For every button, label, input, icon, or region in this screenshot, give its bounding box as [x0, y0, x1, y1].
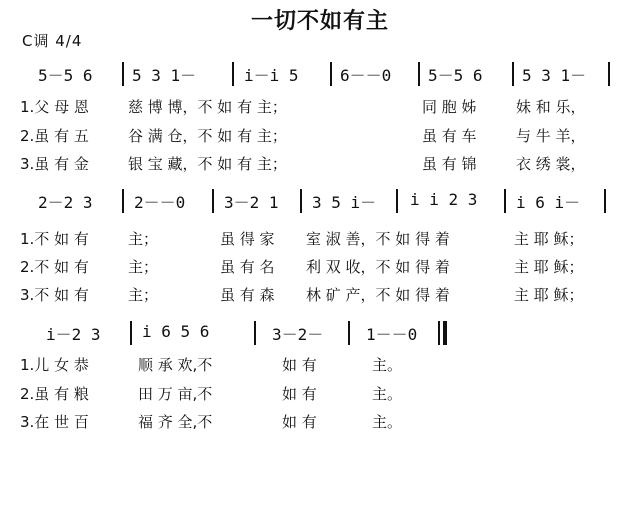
lyric-phrase: 2.虽 有 粮	[20, 385, 89, 403]
lyric-phrase: 3.虽 有 金	[20, 155, 89, 173]
lyric-line	[20, 228, 630, 250]
lyric-phrase: 利 双 收，不 如 得 着	[306, 258, 450, 276]
bar-line	[608, 62, 610, 86]
lyric-phrase: 妹 和 乐，	[516, 98, 586, 116]
notation-row-3	[0, 322, 640, 346]
lyric-phrase: 与 牛 羊，	[516, 127, 586, 145]
bar-line	[130, 321, 132, 345]
measure: 1－－0	[366, 325, 418, 344]
lyric-phrase: 虽 有 车	[422, 127, 477, 145]
lyric-line	[20, 383, 630, 405]
lyric-line	[20, 125, 630, 147]
lyric-phrase: 虽 得 家	[220, 230, 275, 248]
measure: 2－2 3	[38, 193, 93, 212]
lyric-phrase: 谷 满 仓，不 如 有 主；	[128, 127, 287, 145]
lyric-line	[20, 256, 630, 278]
lyric-phrase: 1.不 如 有	[20, 230, 89, 248]
bar-line	[604, 189, 606, 213]
lyric-phrase: 主；	[128, 230, 159, 248]
lyric-phrase: 银 宝 藏，不 如 有 主；	[128, 155, 287, 173]
measure: 6－－0	[340, 66, 392, 85]
notation-row-1	[0, 63, 640, 87]
lyric-phrase: 1.儿 女 恭	[20, 356, 89, 374]
bar-line	[418, 62, 420, 86]
measure: i 6 5 6	[142, 322, 210, 341]
measure: 5－5 6	[38, 66, 93, 85]
measure: i－2 3	[46, 325, 101, 344]
lyric-phrase: 主。	[372, 356, 403, 374]
bar-line	[122, 62, 124, 86]
lyric-phrase: 主 耶 稣；	[514, 286, 584, 304]
measure: i 6 i－	[516, 193, 581, 212]
lyric-phrase: 室 淑 善，不 如 得 着	[306, 230, 450, 248]
bar-line	[122, 189, 124, 213]
lyric-phrase: 3.在 世 百	[20, 413, 89, 431]
bar-line	[254, 321, 256, 345]
measure: 5－5 6	[428, 66, 483, 85]
lyric-phrase: 田 万 亩,不	[138, 385, 213, 403]
measure: i－i 5	[244, 66, 299, 85]
lyric-line	[20, 354, 630, 376]
bar-line	[504, 189, 506, 213]
lyric-phrase: 3.不 如 有	[20, 286, 89, 304]
lyric-phrase: 2.虽 有 五	[20, 127, 89, 145]
bar-line	[232, 62, 234, 86]
lyric-phrase: 主。	[372, 385, 403, 403]
lyric-phrase: 主；	[128, 286, 159, 304]
lyric-phrase: 如 有	[282, 356, 317, 374]
measure: i i 2 3	[410, 190, 478, 209]
final-bar-thin	[438, 321, 440, 345]
measure: 3 5 i－	[312, 193, 377, 212]
lyric-phrase: 如 有	[282, 385, 317, 403]
lyric-phrase: 主 耶 稣；	[514, 258, 584, 276]
bar-line	[330, 62, 332, 86]
lyric-phrase: 衣 绣 裳，	[516, 155, 586, 173]
measure: 5 3 1－	[132, 66, 197, 85]
measure: 3－2 1	[224, 193, 279, 212]
lyric-phrase: 主；	[128, 258, 159, 276]
lyric-phrase: 1.父 母 恩	[20, 98, 89, 116]
lyric-line	[20, 284, 630, 306]
key-signature: C调 4/4	[22, 32, 83, 50]
lyric-phrase: 福 齐 全,不	[138, 413, 213, 431]
lyric-phrase: 2.不 如 有	[20, 258, 89, 276]
lyric-line	[20, 411, 630, 433]
lyric-phrase: 慈 博 博，不 如 有 主；	[128, 98, 287, 116]
measure: 5 3 1－	[522, 66, 587, 85]
lyric-line	[20, 153, 630, 175]
notation-row-2	[0, 190, 640, 214]
bar-line	[348, 321, 350, 345]
bar-line	[396, 189, 398, 213]
lyric-phrase: 如 有	[282, 413, 317, 431]
lyric-phrase: 虽 有 锦	[422, 155, 477, 173]
bar-line	[512, 62, 514, 86]
lyric-phrase: 主。	[372, 413, 403, 431]
measure: 2－－0	[134, 193, 186, 212]
song-title: 一切不如有主	[250, 9, 389, 34]
bar-line	[300, 189, 302, 213]
lyric-phrase: 虽 有 名	[220, 258, 275, 276]
final-bar-thick	[443, 321, 447, 345]
lyric-phrase: 虽 有 森	[220, 286, 275, 304]
lyric-phrase: 林 矿 产，不 如 得 着	[306, 286, 450, 304]
measure: 3－2－	[272, 325, 324, 344]
lyric-phrase: 同 胞 姊	[422, 98, 477, 116]
bar-line	[212, 189, 214, 213]
lyric-phrase: 顺 承 欢,不	[138, 356, 213, 374]
lyric-phrase: 主 耶 稣；	[514, 230, 584, 248]
lyric-line	[20, 96, 630, 118]
